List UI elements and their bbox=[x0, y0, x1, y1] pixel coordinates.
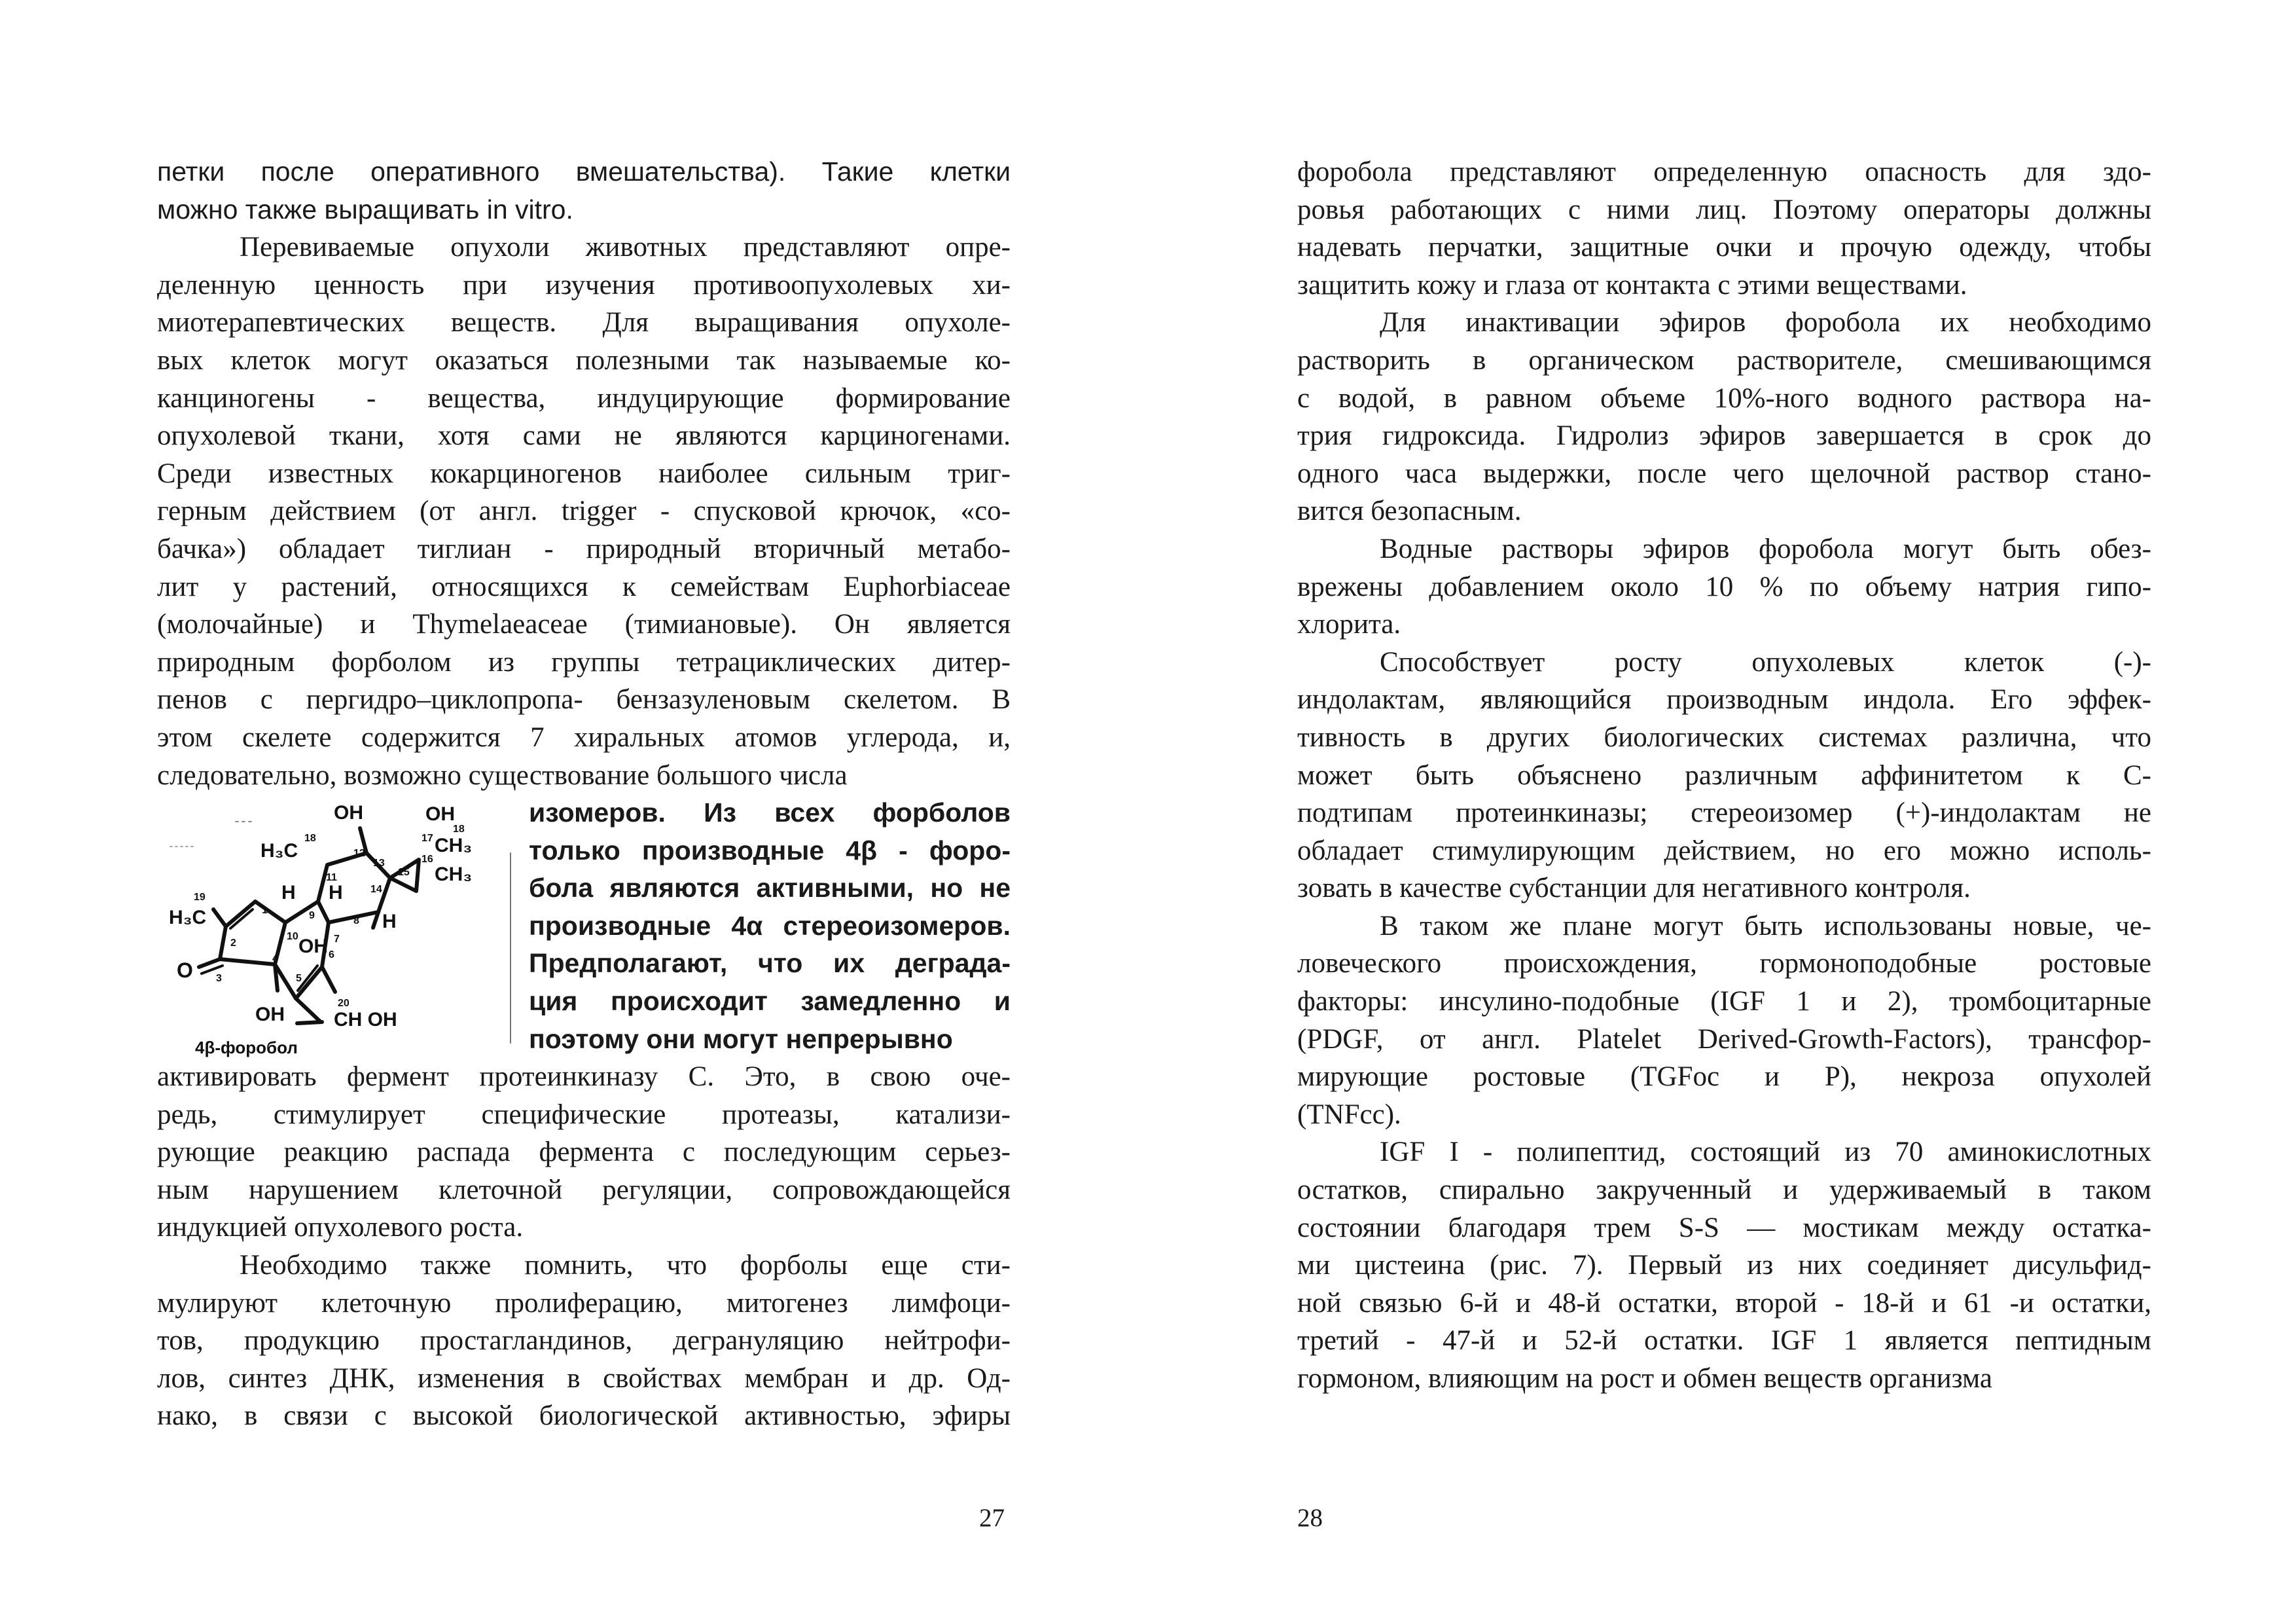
text-line: вится безопасным. bbox=[1297, 496, 1522, 527]
text-line: пенов с пергидро–циклопропа- бензазуленовым скелетом. В bbox=[157, 684, 1011, 716]
figure-label-number: 4 bbox=[272, 953, 278, 965]
figure-label-methyl: CH₃ bbox=[435, 835, 473, 857]
figure-label-number: 15 bbox=[398, 867, 410, 879]
figure-label-number: 11 bbox=[326, 872, 337, 884]
text-line: ловеческого происхождения, гормоноподобные ростовые bbox=[1297, 948, 2151, 979]
figure-label-number: 9 bbox=[309, 910, 315, 922]
text-line: редь, стимулирует специфические протеазы, катализи- bbox=[157, 1099, 1011, 1130]
text-line: подтипам протеинкиназы; стереоизомер (+)-индолактам не bbox=[1297, 797, 2151, 829]
text-line: бола являются активными, но не bbox=[529, 873, 1011, 903]
figure-label-methyl: CH₃ bbox=[435, 864, 473, 886]
page-number: 28 bbox=[1297, 1504, 1323, 1532]
text-line: ми цистеина (рис. 7). Первый из них соединяет дисульфид- bbox=[1297, 1250, 2151, 1281]
text-line: вых клеток могут оказаться полезными так называемые ко- bbox=[157, 344, 1011, 376]
figure-label-number: 14 bbox=[370, 884, 382, 896]
text-line: обладает стимулирующим действием, но его можно исполь- bbox=[1297, 835, 2151, 866]
left-text-column bbox=[157, 153, 1011, 1435]
figure-label-methyl: H₃C bbox=[260, 840, 298, 862]
text-line: трия гидроксида. Гидролиз эфиров завершается в срок до bbox=[1297, 420, 2151, 452]
figure-caption: 4β-форобол bbox=[195, 1038, 298, 1058]
text-line: активировать фермент протеинкиназу С. Это, в свою оче- bbox=[157, 1061, 1011, 1093]
text-line: Среди известных кокарциногенов наиболее сильным триг- bbox=[157, 458, 1011, 489]
text-line: следовательно, возможно существование большого числа bbox=[157, 759, 848, 791]
text-line: нако, в связи с высокой биологической активностью, эфиры bbox=[157, 1400, 1011, 1432]
text-line: изомеров. Из всех форболов bbox=[529, 797, 1011, 828]
text-line: поэтому они могут непрерывно bbox=[529, 1023, 953, 1054]
text-line: Водные растворы эфиров форобола могут быть обез- bbox=[1380, 533, 2151, 564]
text-line: индукцией опухолевого роста. bbox=[157, 1212, 524, 1243]
text-line: природным форболом из группы тетрациклических дитер- bbox=[157, 646, 1011, 678]
figure-label-h: H bbox=[329, 882, 343, 904]
text-line: надевать перчатки, защитные очки и прочую одежду, чтобы bbox=[1297, 232, 2151, 263]
text-line: мирующие ростовые (TGFoc и Р), некроза опухолей bbox=[1297, 1061, 2151, 1093]
figure-wrap-block bbox=[157, 794, 1011, 1058]
figure-label-number: 17 bbox=[422, 833, 433, 845]
text-line: факторы: инсулино-подобные (IGF 1 и 2), тромбоцитарные bbox=[1297, 986, 2151, 1017]
text-line: хлорита. bbox=[1297, 609, 1401, 640]
figure-label-oh: OH bbox=[425, 803, 455, 826]
page-number: 27 bbox=[979, 1504, 1005, 1532]
text-line: рующие реакцию распада фермента с последующим серьез- bbox=[157, 1137, 1011, 1168]
text-line: с водой, в равном объеме 10%-ного водного раствора на- bbox=[1297, 382, 2151, 414]
figure-label-number: 10 bbox=[287, 931, 298, 943]
figure-label-oxygen: O bbox=[177, 958, 193, 983]
text-line: (PDGF, от англ. Platelet Derived-Growth-Factors), трансфор- bbox=[1297, 1023, 2151, 1055]
figure-label-number: 6 bbox=[329, 949, 334, 961]
figure-label-number: 7 bbox=[334, 934, 340, 945]
text-line: только производные 4β - форо- bbox=[529, 835, 1011, 866]
figure-label-number: 13 bbox=[373, 858, 385, 869]
text-line: Необходимо также помнить, что форболы еще сти- bbox=[240, 1250, 1011, 1281]
figure-label-number: 16 bbox=[422, 854, 433, 866]
text-line: зовать в качестве субстанции для негативного контроля. bbox=[1297, 873, 1971, 904]
text-line: IGF I - полипептид, состоящий из 70 аминокислотных bbox=[1380, 1137, 2151, 1168]
text-line: этом скелете содержится 7 хиральных атомов углерода, и, bbox=[157, 721, 1011, 753]
text-line: тивность в других биологических системах различна, что bbox=[1297, 721, 2151, 753]
text-line: можно также выращивать in vitro. bbox=[157, 194, 573, 225]
text-line: форобола представляют определенную опасность для здо- bbox=[1297, 156, 2151, 187]
text-line: бачка») обладает тиглиан - природный вторичный метабо- bbox=[157, 533, 1011, 564]
text-line: ной связью 6-й и 48-й остатки, второй - 18-й и 61 -и остатки, bbox=[1297, 1287, 2151, 1319]
figure-label-oh: OH bbox=[334, 802, 363, 824]
figure-label-number: 2 bbox=[230, 938, 236, 949]
text-line: герным действием (от англ. trigger - спусковой крючок, «со- bbox=[157, 496, 1011, 527]
text-line: гормоном, влияющим на рост и обмен веществ организма bbox=[1297, 1363, 1993, 1394]
text-line: может быть объяснено различным аффинитетом к С- bbox=[1297, 759, 2151, 791]
text-line: индолактам, являющийся производным индола. Его эффек- bbox=[1297, 684, 2151, 716]
text-line: третий - 47-й и 52-й остатки. IGF 1 является пептидным bbox=[1297, 1325, 2151, 1357]
text-line: опухолевой ткани, хотя сами не являются карциногенами. bbox=[157, 420, 1011, 452]
text-line: петки после оперативного вмешательства). Такие клетки bbox=[157, 156, 1011, 187]
text-line: мулируют клеточную пролиферацию, митогенез лимфоци- bbox=[157, 1287, 1011, 1319]
text-line: защитить кожу и глаза от контакта с этими веществами. bbox=[1297, 269, 1967, 301]
figure-label-number: 19 bbox=[194, 892, 206, 903]
text-line: миотерапевтических веществ. Для выращивания опухоле- bbox=[157, 307, 1011, 338]
text-line: Перевиваемые опухоли животных представляют опре- bbox=[240, 232, 1011, 263]
figure-label-h: H bbox=[382, 911, 397, 933]
figure-label-methyl: H₃C bbox=[169, 907, 207, 929]
figure-label-number: 20 bbox=[338, 998, 350, 1010]
text-line: тов, продукцию простагландинов, дегрануляцию нейтрофи- bbox=[157, 1325, 1011, 1357]
text-line: ным нарушением клеточной регуляции, сопровождающейся bbox=[157, 1174, 1011, 1205]
figure-label-number: 8 bbox=[353, 915, 359, 927]
text-line: (молочайные) и Thymelaeaceae (тимиановые). Он является bbox=[157, 609, 1011, 640]
text-line: растворить в органическом растворителе, смешивающимся bbox=[1297, 344, 2151, 376]
text-line: Для инактивации эфиров форобола их необходимо bbox=[1380, 307, 2151, 338]
figure-label-oh: OH bbox=[255, 1004, 285, 1026]
text-line: ция происходит замедленно и bbox=[529, 986, 1011, 1017]
phorbol-structure-figure bbox=[157, 794, 524, 1058]
figure-label-number: 1 bbox=[262, 905, 268, 917]
figure-label-number: 5 bbox=[296, 973, 302, 985]
right-page bbox=[1148, 0, 2296, 1623]
text-line: состоянии благодаря трем S-S — мостикам между остатка- bbox=[1297, 1212, 2151, 1243]
text-line: Предполагают, что их деграда- bbox=[529, 948, 1011, 979]
figure-label-number: 18 bbox=[304, 833, 316, 845]
figure-label-oh: OH bbox=[298, 936, 328, 958]
text-line: остатков, спирально закрученный и удерживаемый в таком bbox=[1297, 1175, 2151, 1206]
text-line: одного часа выдержки, после чего щелочной раствор стано- bbox=[1297, 458, 2151, 489]
text-line: (TNFcc). bbox=[1297, 1099, 1401, 1130]
text-line: лов, синтез ДНК, изменения в свойствах мембран и др. Од- bbox=[157, 1362, 1011, 1394]
text-line: Способствует росту опухолевых клеток (-)- bbox=[1380, 646, 2151, 678]
figure-label-number: 18 bbox=[453, 824, 465, 835]
text-line: В таком же плане могут быть использованы новые, че- bbox=[1380, 910, 2151, 941]
figure-label-h: H bbox=[281, 882, 296, 904]
text-line: врежены добавлением около 10 % по объему натрия гипо- bbox=[1297, 571, 2151, 602]
text-line: деленную ценность при изучения противоопухолевых хи- bbox=[157, 269, 1011, 301]
text-line: ровья работающих с ними лиц. Поэтому операторы должны bbox=[1297, 194, 2151, 225]
text-line: канциногены - вещества, индуцирующие формирование bbox=[157, 382, 1011, 414]
text-line: производные 4α стереоизомеров. bbox=[529, 910, 1011, 941]
text-line: лит у растений, относящихся к семействам Euphorbiaceae bbox=[157, 571, 1011, 602]
figure-label-number: 3 bbox=[216, 973, 222, 985]
figure-label-ch-oh: CH OH bbox=[334, 1009, 397, 1031]
figure-wrap-text bbox=[529, 794, 1011, 1058]
figure-label-number: 12 bbox=[353, 848, 365, 860]
right-text-column bbox=[1297, 153, 2151, 1398]
